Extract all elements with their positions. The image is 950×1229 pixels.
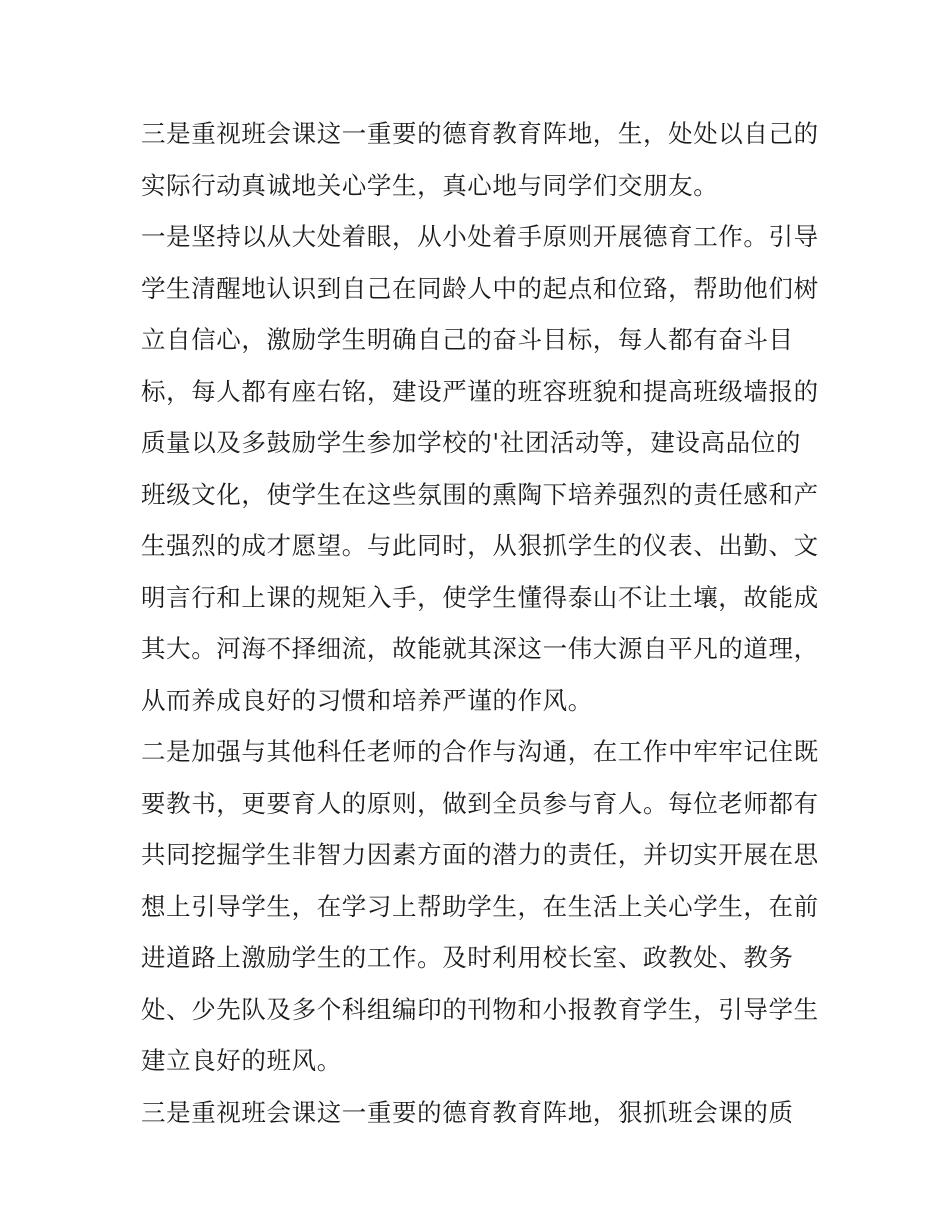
- text-line: 生强烈的成才愿望。与此同时，从狠抓学生的仪表、出勤、文: [141, 531, 819, 560]
- text-line: 三是重视班会课这一重要的德育教育阵地，狠抓班会课的质: [141, 1097, 794, 1127]
- text-line: 班级文化，使学生在这些氛围的熏陶下培养强烈的责任感和产: [141, 479, 819, 509]
- text-line: 标，每人都有座右铭，建设严谨的班容班貌和提高班级墙报的: [141, 376, 819, 406]
- text-line: 三是重视班会课这一重要的德育教育阵地，生，处处以自己的: [141, 119, 819, 148]
- text-line: 从而养成良好的习惯和培养严谨的作风。: [141, 685, 593, 715]
- text-line: 处、少先队及多个科组编印的刊物和小报教育学生，引导学生: [141, 994, 819, 1024]
- text-line: 实际行动真诚地关心学生，真心地与同学们交朋友。: [141, 170, 719, 200]
- text-line: 建立良好的班风。: [141, 1046, 342, 1075]
- text-line: 要教书，更要育人的原则，做到全员参与育人。每位老师都有: [141, 788, 819, 818]
- text-line: 共同挖掘学生非智力因素方面的潜力的责任，并切实开展在思: [141, 840, 819, 869]
- text-line: 其大。河海不择细流，故能就其深这一伟大源自平凡的道理，: [141, 634, 819, 663]
- text-line: 进道路上激励学生的工作。及时利用校长室、政教处、教务: [141, 943, 794, 972]
- text-line: 学生清醒地认识到自己在同龄人中的起点和位臵，帮助他们树: [141, 273, 819, 303]
- text-line: 一是坚持以从大处着眼，从小处着手原则开展德育工作。引导: [141, 222, 819, 251]
- text-line: 明言行和上课的规矩入手，使学生懂得泰山不让土壤，故能成: [141, 582, 819, 612]
- body-text: [141, 108, 821, 1138]
- text-line: 立自信心，激励学生明确自己的奋斗目标，每人都有奋斗目: [141, 325, 794, 354]
- text-line: 想上引导学生，在学习上帮助学生，在生活上关心学生，在前: [141, 891, 819, 921]
- text-line: 二是加强与其他科任老师的合作与沟通，在工作中牢牢记住既: [141, 737, 819, 766]
- text-line: 质量以及多鼓励学生参加学校的'社团活动等，建设高品位的: [141, 428, 801, 457]
